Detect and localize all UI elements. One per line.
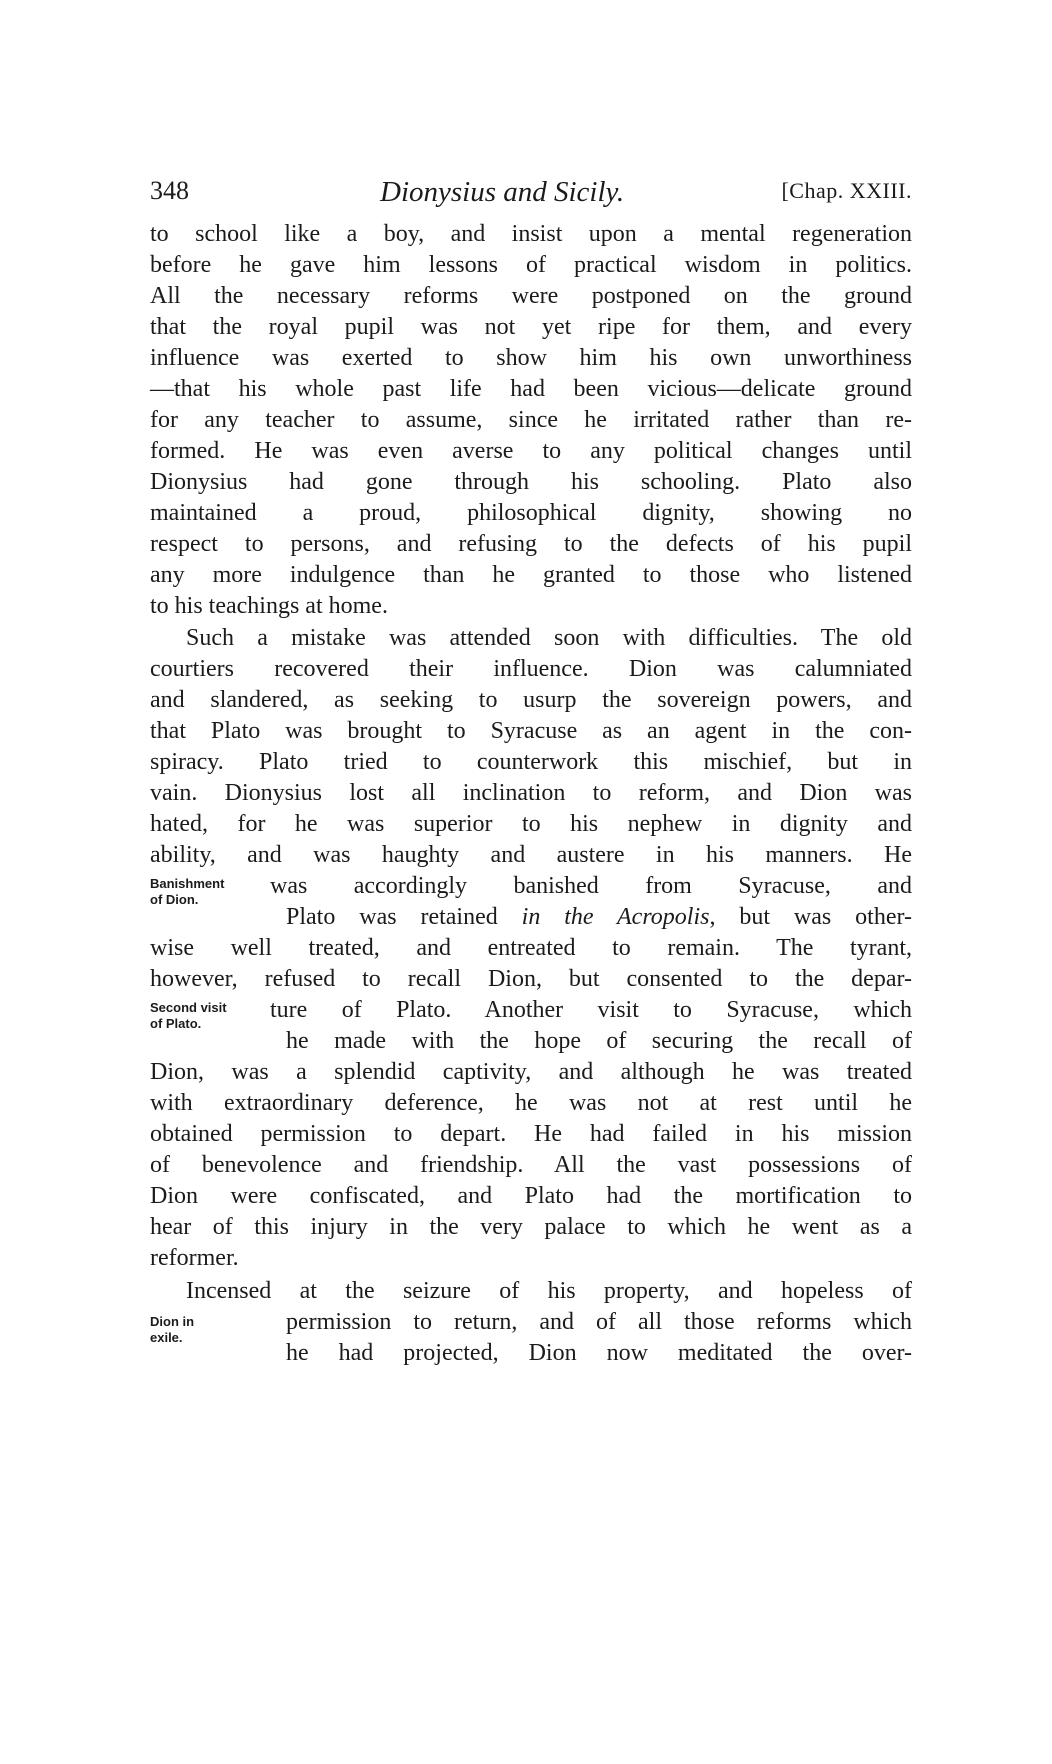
text-line: permission to return, and of all those reforms which: [286, 1309, 912, 1335]
text-line: wise well treated, and entreated to remain. The tyrant,: [150, 935, 912, 961]
running-title: Dionysius and Sicily.: [380, 176, 625, 208]
text-line: maintained a proud, philosophical dignity, showing no: [150, 500, 912, 526]
text-line: influence was exerted to show him his own unworthiness: [150, 345, 912, 371]
text-line: Plato was retained in the Acropolis, but was other-: [286, 904, 912, 930]
text-line: hear of this injury in the very palace to which he went as a: [150, 1214, 912, 1240]
margin-note: [150, 1000, 270, 1032]
text-line: formed. He was even averse to any political changes until: [150, 438, 912, 464]
text-line: —that his whole past life had been vicious—delicate ground: [150, 376, 912, 402]
margin-note: [150, 1314, 270, 1346]
text-line: and slandered, as seeking to usurp the sovereign powers, and: [150, 687, 912, 713]
text-line: respect to persons, and refusing to the defects of his pupil: [150, 531, 912, 557]
margin-note-line: Dion in: [150, 1314, 195, 1329]
text-line: Dionysius had gone through his schooling. Plato also: [150, 469, 912, 495]
margin-note: [150, 876, 270, 908]
text-line: to his teachings at home.: [150, 593, 388, 619]
text-line: for any teacher to assume, since he irritated rather than re-: [150, 407, 912, 433]
text-line: vain. Dionysius lost all inclination to reform, and Dion was: [150, 780, 912, 806]
text-line: to school like a boy, and insist upon a mental regeneration: [150, 221, 912, 247]
text-line: that Plato was brought to Syracuse as an agent in the con-: [150, 718, 912, 744]
text-line: any more indulgence than he granted to those who listened: [150, 562, 912, 588]
text-line: Dion were confiscated, and Plato had the mortification to: [150, 1183, 912, 1209]
text-line: reformer.: [150, 1245, 239, 1271]
text-line: was accordingly banished from Syracuse, and: [270, 873, 912, 899]
text-line: spiracy. Plato tried to counterwork this mischief, but in: [150, 749, 912, 775]
text-line: hated, for he was superior to his nephew in dignity and: [150, 811, 912, 837]
text-line: with extraordinary deference, he was not at rest until he: [150, 1090, 912, 1116]
text-line: he had projected, Dion now meditated the over-: [286, 1340, 912, 1366]
text-line: before he gave him lessons of practical wisdom in politics.: [150, 252, 912, 278]
text-line: ture of Plato. Another visit to Syracuse, which: [270, 997, 912, 1023]
chapter-reference: [Chap. XXIII.: [781, 178, 912, 203]
text-line: that the royal pupil was not yet ripe for them, and every: [150, 314, 912, 340]
text-line: courtiers recovered their influence. Dion was calumniated: [150, 656, 912, 682]
text-line: he made with the hope of securing the recall of: [286, 1028, 912, 1054]
margin-note-line: exile.: [150, 1330, 183, 1345]
margin-note-line: Second visit: [150, 1000, 227, 1015]
text-line: obtained permission to depart. He had failed in his mission: [150, 1121, 912, 1147]
page-header: [150, 176, 912, 216]
text-line: ability, and was haughty and austere in his manners. He: [150, 842, 912, 868]
text-line: however, refused to recall Dion, but consented to the depar-: [150, 966, 912, 992]
text-line: All the necessary reforms were postponed on the ground: [150, 283, 912, 309]
text-line: Such a mistake was attended soon with difficulties. The old: [186, 625, 912, 651]
margin-note-line: Banishment: [150, 876, 225, 891]
text-line: Dion, was a splendid captivity, and although he was treated: [150, 1059, 912, 1085]
margin-note-line: of Plato.: [150, 1016, 202, 1031]
margin-note-line: of Dion.: [150, 892, 199, 907]
text-line: Incensed at the seizure of his property, and hopeless of: [186, 1278, 912, 1304]
text-line: of benevolence and friendship. All the vast possessions of: [150, 1152, 912, 1178]
page-number: 348: [150, 176, 189, 205]
